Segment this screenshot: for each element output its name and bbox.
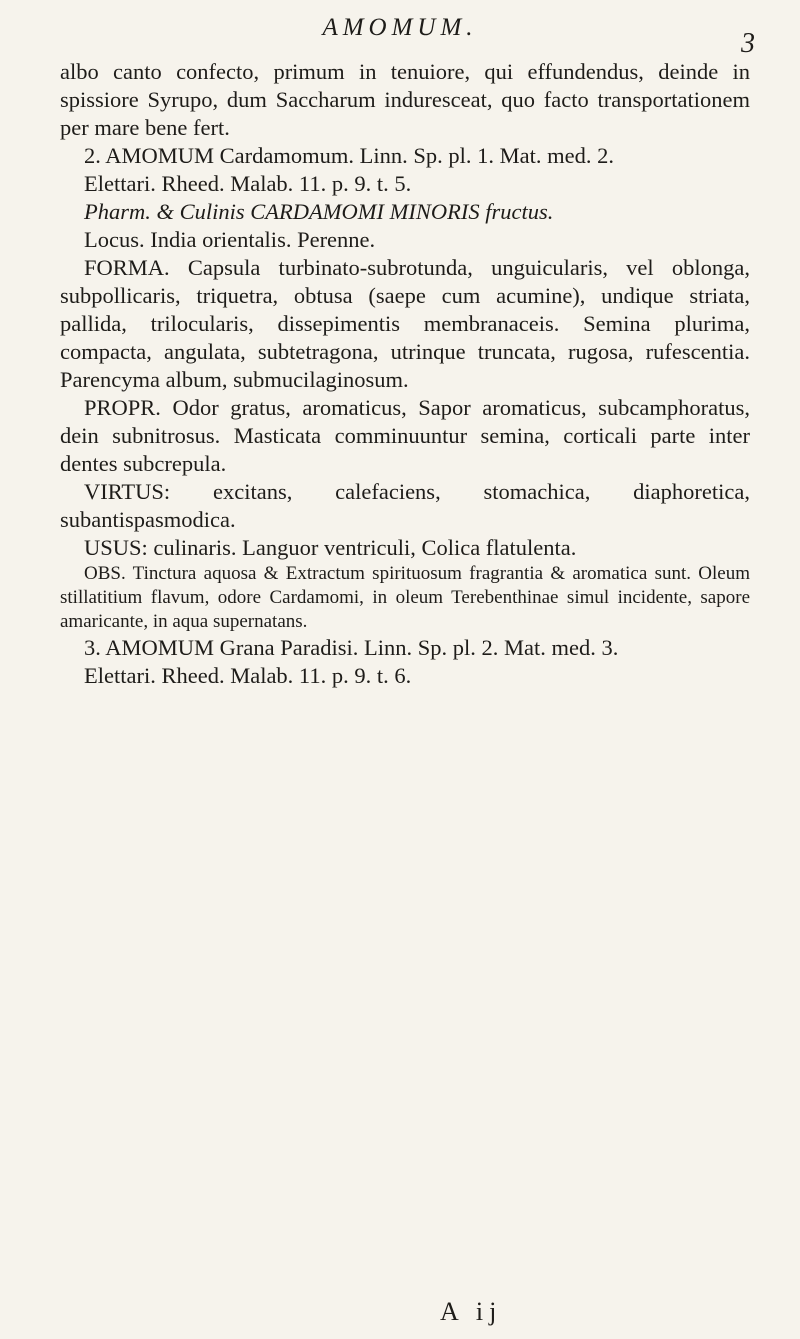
synonym-rheede: Elettari. Rheed. Malab. 11. p. 9. t. 6. [84,663,412,688]
signature-mark: A ij [440,1297,503,1326]
entry-title: 3. AMOMUM Grana Paradisi. Linn. Sp. pl. 2. Mat. med. 3. [84,635,619,660]
obs-paragraph: OBS. Tinctura aquosa & Extractum spirituosum fragrantia & aromatica sunt. Oleum stillatitium flavum, odore Cardamomi, in oleum Terebenthinae simul incidente, sapore amaricante, in aqua supernatans. [60,563,750,632]
pharmacy-name: Pharm. & Culinis CARDAMOMI MINORIS fructus. [84,199,554,224]
propr-paragraph: PROPR. Odor gratus, aromaticus, Sapor aromaticus, subcamphoratus, dein subnitrosus. Masticata comminuuntur semina, corticali parte inter dentes subcrepula. [60,395,750,476]
usus-paragraph: USUS: culinaris. Languor ventriculi, Colica flatulenta. [84,535,577,560]
page-header [0,14,800,59]
running-head: AMOMUM. [322,14,478,41]
synonym-rheede: Elettari. Rheed. Malab. 11. p. 9. t. 5. [84,171,412,196]
locus-paragraph: Locus. India orientalis. Perenne. [84,227,376,252]
intro-paragraph: albo canto confecto, primum in tenuiore, qui effundendus, deinde in spissiore Syrupo, dum Saccharum induresceat, quo facto transportationem per mare bene fert. [60,59,750,140]
page-number: 3 [741,28,755,59]
entry-title: 2. AMOMUM Cardamomum. Linn. Sp. pl. 1. Mat. med. 2. [84,143,614,168]
virtus-paragraph: VIRTUS: excitans, calefaciens, stomachica, diaphoretica, subantispasmodica. [60,479,750,532]
page-body [60,58,750,690]
forma-paragraph: FORMA. Capsula turbinato-subrotunda, unguicularis, vel oblonga, subpollicaris, triquetra, obtusa (saepe cum acumine), undique striata, pallida, trilocularis, dissepimentis membranaceis. Semina plurima, compacta, angulata, subtetragona, utrinque truncata, rugosa, rufescentia. Parencyma album, submucilaginosum. [60,255,750,392]
